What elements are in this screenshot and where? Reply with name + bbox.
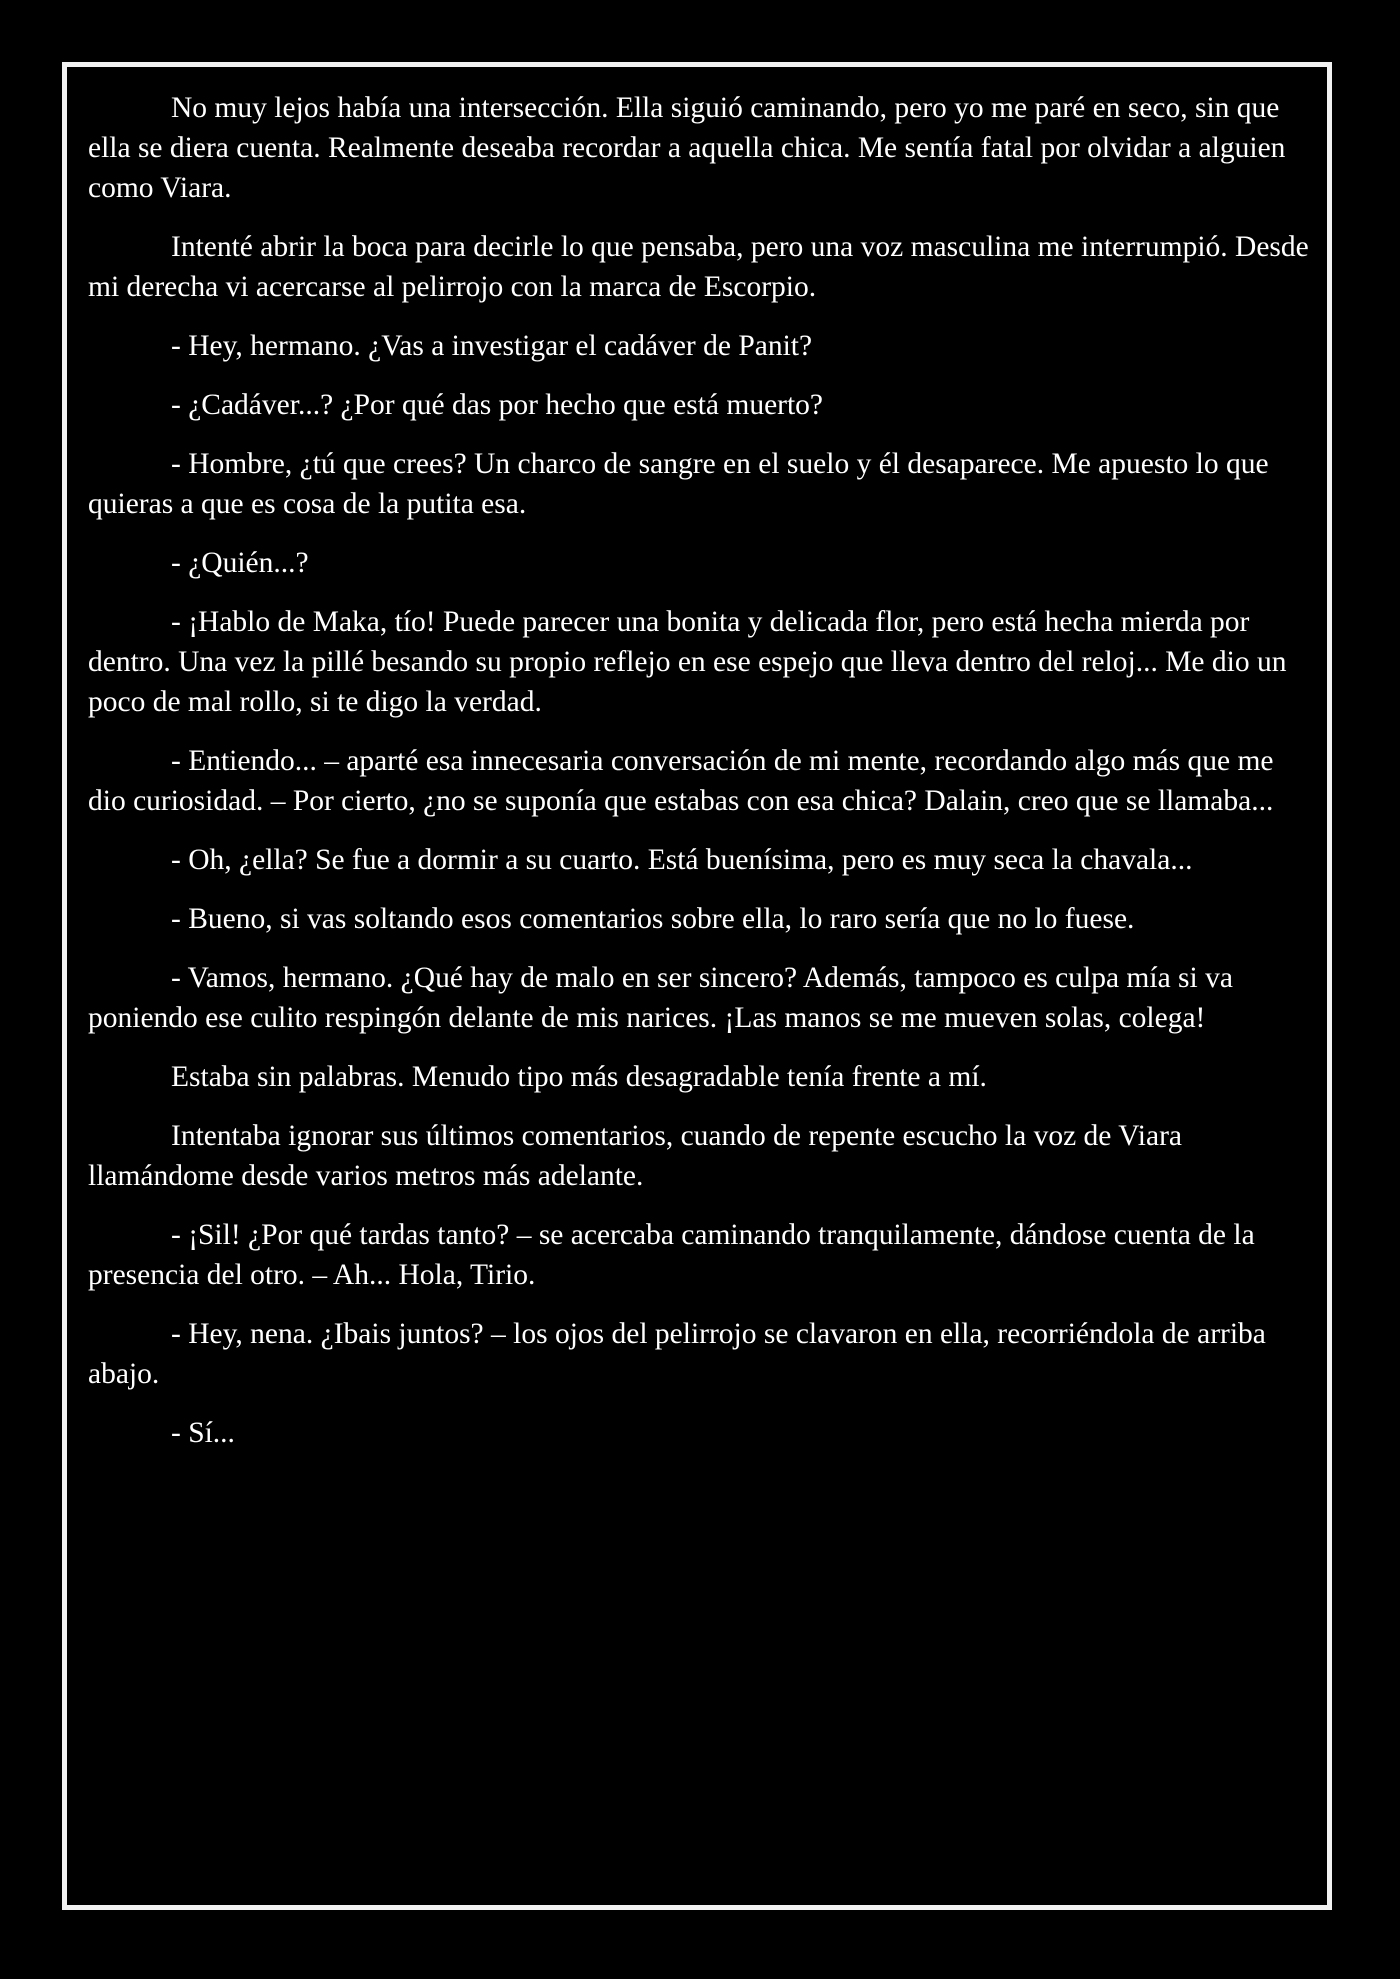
paragraph: Intenté abrir la boca para decirle lo que pensaba, pero una voz masculina me interrumpió. Desde mi derecha vi acercarse al pelirrojo con la marca de Escorpio. — [88, 231, 1309, 303]
paragraph: - Hombre, ¿tú que crees? Un charco de sangre en el suelo y él desaparece. Me apuesto lo que quieras a que es cosa de la putita esa. — [88, 448, 1269, 520]
paragraph: Estaba sin palabras. Menudo tipo más desagradable tenía frente a mí. — [171, 1061, 987, 1093]
document-body — [88, 88, 1310, 1472]
paragraph: - Oh, ¿ella? Se fue a dormir a su cuarto. Está buenísima, pero es muy seca la chavala... — [171, 844, 1193, 876]
paragraph: - Hey, hermano. ¿Vas a investigar el cadáver de Panit? — [171, 330, 813, 362]
paragraph: - Sí... — [171, 1417, 235, 1449]
paragraph: - Bueno, si vas soltando esos comentarios sobre ella, lo raro sería que no lo fuese. — [171, 903, 1135, 935]
paragraph: - ¿Cadáver...? ¿Por qué das por hecho que está muerto? — [171, 389, 824, 421]
paragraph: - Vamos, hermano. ¿Qué hay de malo en ser sincero? Además, tampoco es culpa mía si va poniendo ese culito respingón delante de mis narices. ¡Las manos se me mueven solas, colega! — [88, 962, 1233, 1034]
paragraph: Intentaba ignorar sus últimos comentarios, cuando de repente escucho la voz de Viara llamándome desde varios metros más adelante. — [88, 1120, 1182, 1192]
paragraph: - Hey, nena. ¿Ibais juntos? – los ojos del pelirrojo se clavaron en ella, recorriéndola de arriba abajo. — [88, 1318, 1266, 1390]
paragraph: - Entiendo... – aparté esa innecesaria conversación de mi mente, recordando algo más que me dio curiosidad. – Por cierto, ¿no se suponía que estabas con esa chica? Dalain, creo que se llamaba... — [88, 745, 1274, 817]
paragraph: - ¿Quién...? — [171, 547, 309, 579]
paragraph: - ¡Hablo de Maka, tío! Puede parecer una bonita y delicada flor, pero está hecha mierda por dentro. Una vez la pillé besando su propio reflejo en ese espejo que lleva dentro del reloj... Me dio un poco de mal rollo, si te digo la verdad. — [88, 606, 1287, 718]
paragraph: No muy lejos había una intersección. Ella siguió caminando, pero yo me paré en seco, sin que ella se diera cuenta. Realmente deseaba recordar a aquella chica. Me sentía fatal por olvidar a alguien como Viara. — [88, 92, 1286, 204]
page-frame — [62, 62, 1332, 1910]
paragraph: - ¡Sil! ¿Por qué tardas tanto? – se acercaba caminando tranquilamente, dándose cuenta de la presencia del otro. – Ah... Hola, Tirio. — [88, 1219, 1255, 1291]
